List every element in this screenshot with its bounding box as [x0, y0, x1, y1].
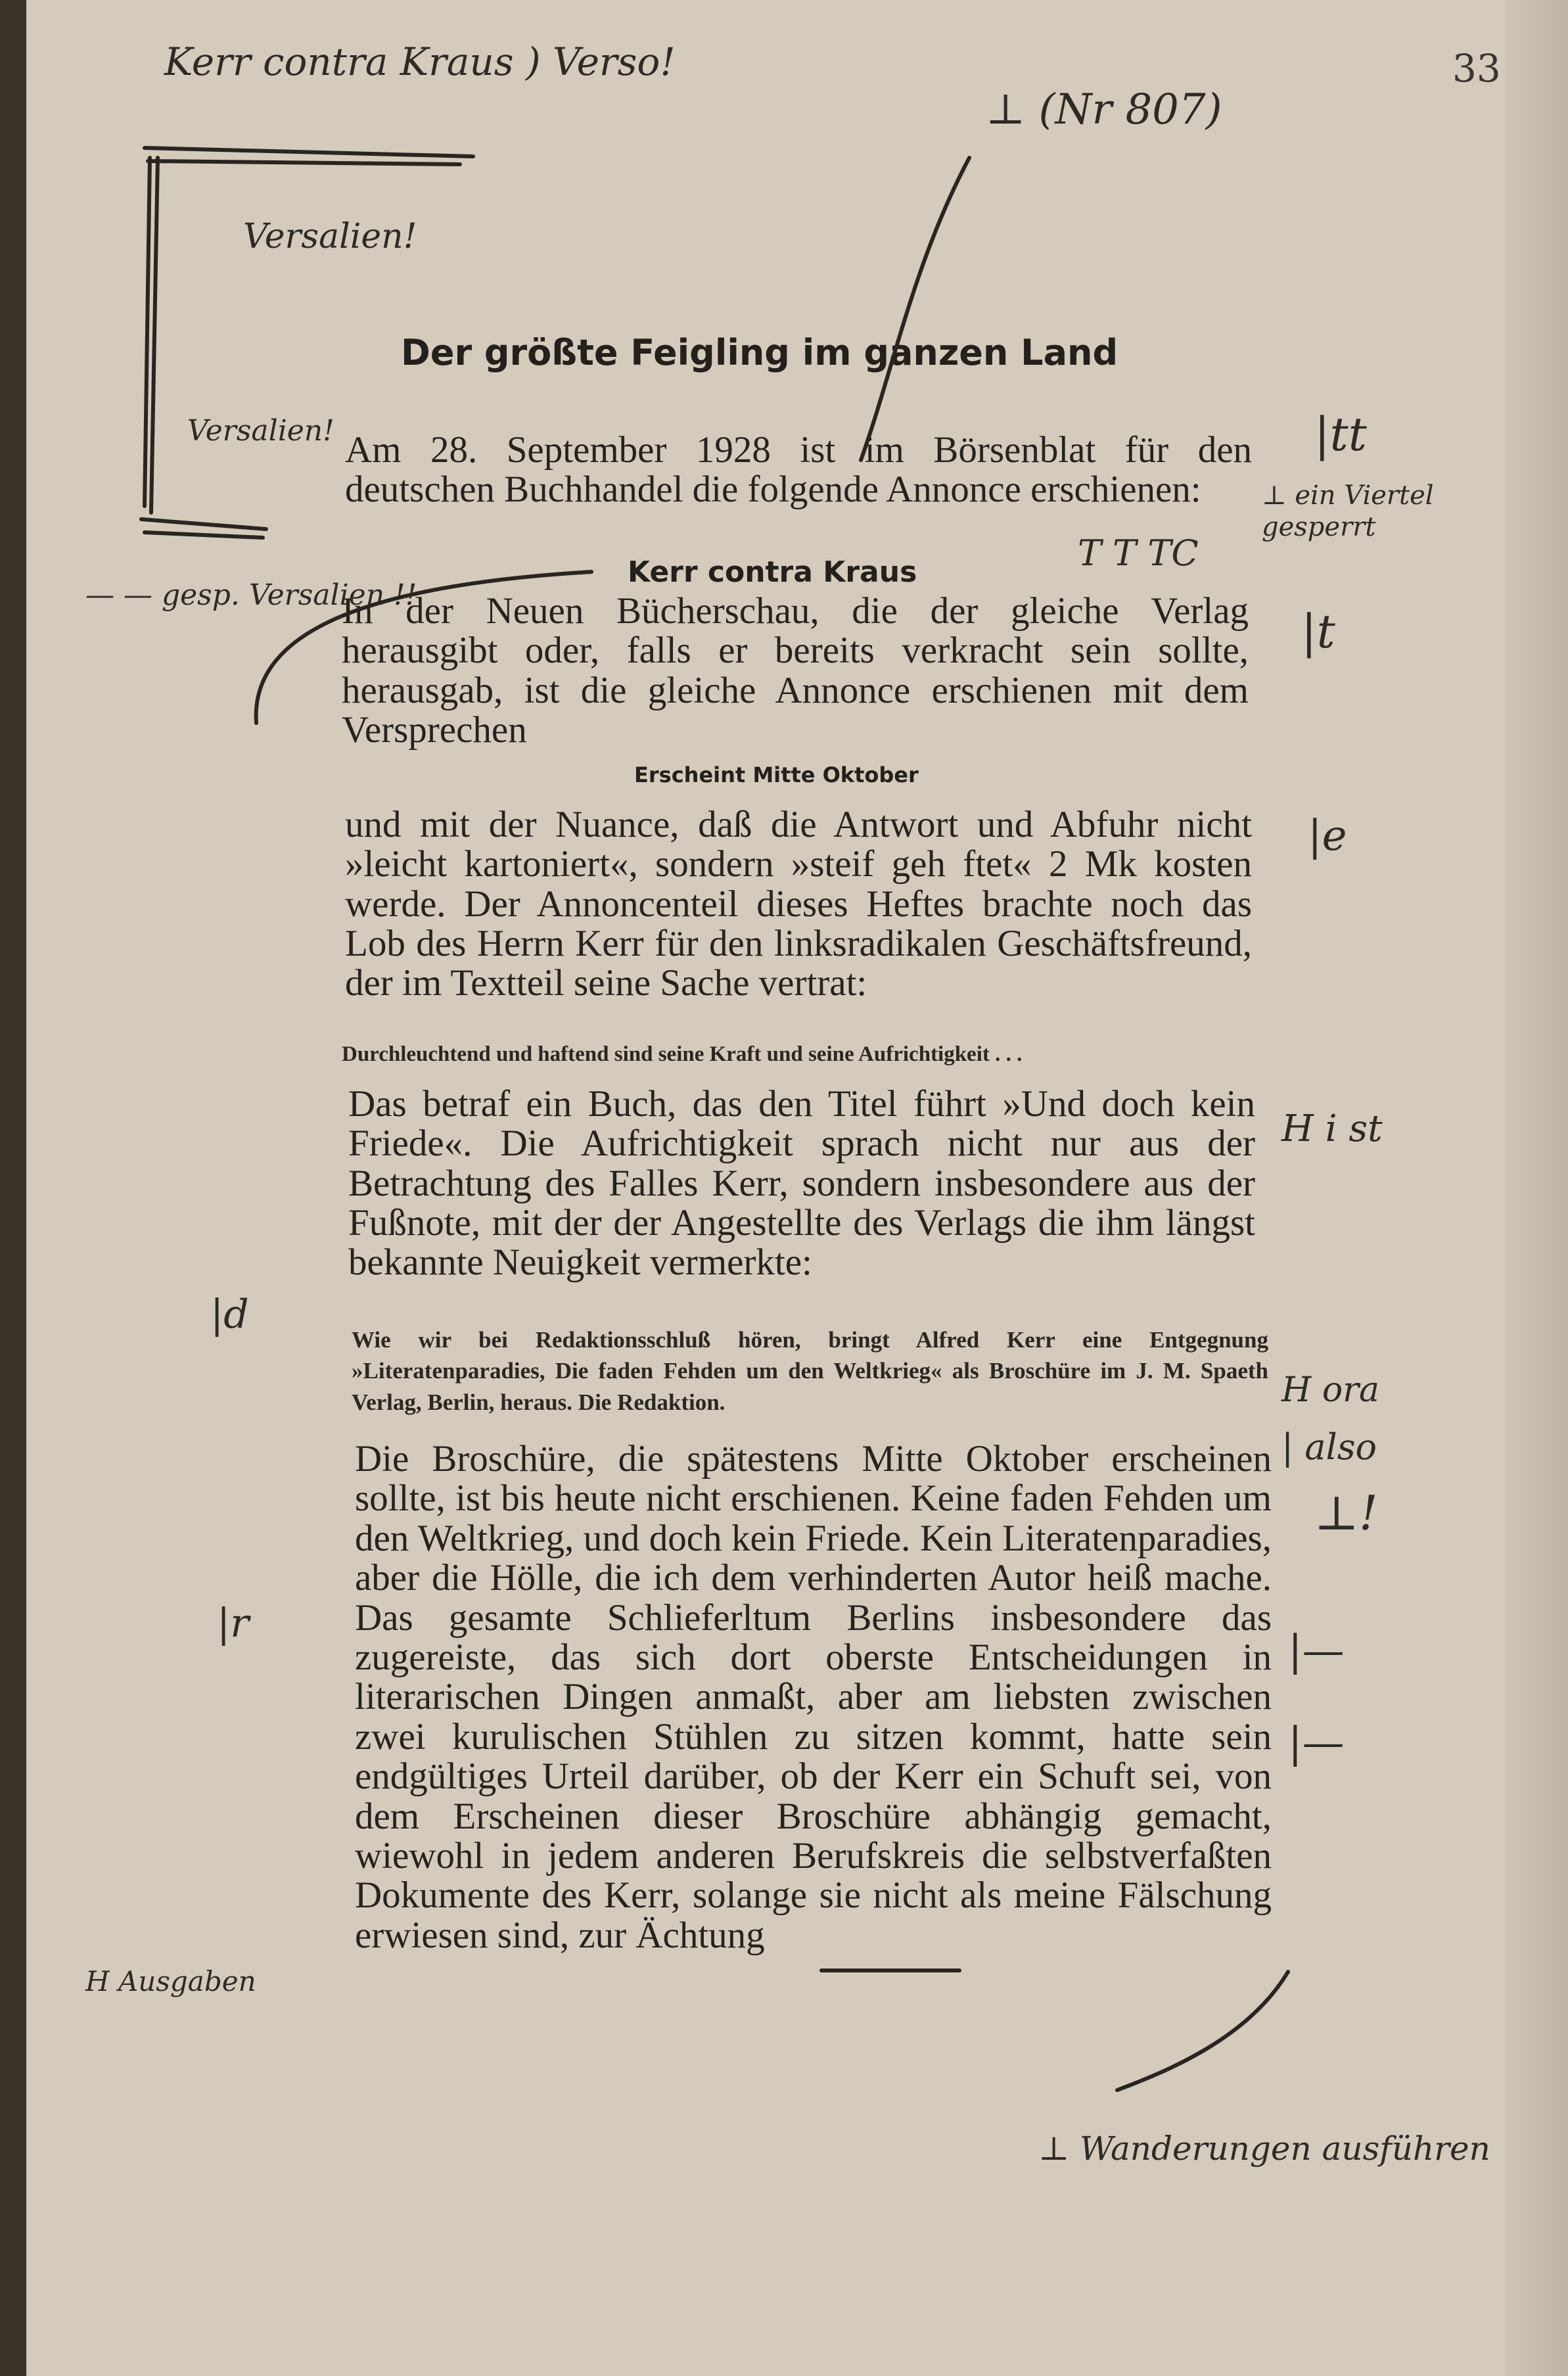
- paragraph-3: und mit der Nuance, daß die Antwort und Abfuhr nicht »leicht kartoniert«, sondern »steif geh ftet« 2 Mk kosten werde. Der Annoncenteil dieses Heftes brachte noch das Lob des Herrn Kerr für den linksradikalen Geschäftsfreund, der im Textteil seine Sache vertrat:: [345, 804, 1252, 1004]
- bracket-top: [145, 148, 473, 164]
- handwriting-top-right: ⊥ (Nr 807): [986, 85, 1222, 134]
- bracket-bottom: [141, 519, 266, 538]
- paragraph-1: Am 28. September 1928 ist im Börsenblat für den deutschen Buchhandel die folgende Annonce erschienen:: [345, 429, 1252, 511]
- article-title: Der größte Feigling im ganzen Land: [401, 332, 1118, 373]
- handwriting-right-10: |—: [1288, 1627, 1345, 1675]
- handwriting-left-1: Versalien!: [243, 217, 417, 256]
- handwriting-right-9: ⊥!: [1314, 1485, 1378, 1541]
- handwriting-right-1: ⊥ ein Viertel gesperrt: [1262, 480, 1434, 542]
- handwriting-left-4: |d: [210, 1292, 249, 1338]
- handwriting-right-2: T T TC: [1078, 532, 1199, 574]
- notice-mitte-oktober: Erscheint Mitte Oktober: [634, 762, 919, 787]
- paragraph-2: In der Neuen Bücherschau, die der gleiche Verlag herausgibt oder, falls er bereits verkracht sein sollte, herausgab, ist die gleiche Annonce erschienen mit dem Versprechen: [342, 590, 1249, 751]
- handwriting-right-11: |—: [1288, 1719, 1345, 1767]
- quote-2: Wie wir bei Redaktionsschluß hören, bringt Alfred Kerr eine Entgegnung »Literatenparadies, Die faden Fehden um den Weltkrieg« als Broschüre im J. M. Spaeth Verlag, Berlin, heraus. Die Redaktion.: [352, 1327, 1268, 1415]
- handwriting-right-6: H i st: [1281, 1107, 1383, 1150]
- handwriting-right-5: |e: [1308, 812, 1347, 860]
- handwriting-left-2: Versalien!: [187, 414, 334, 448]
- headline-kerr-contra-kraus: Kerr contra Kraus: [628, 555, 917, 589]
- handwriting-left-5: |r: [217, 1600, 249, 1646]
- quote-1: Durchleuchtend und haftend sind seine Kraft und seine Aufrichtigkeit . . .: [342, 1042, 1023, 1066]
- handwriting-left-3: — — gesp. Versalien !!: [85, 578, 417, 612]
- long-stroke-top: [861, 158, 969, 460]
- handwriting-right-4: |t: [1301, 605, 1335, 659]
- bracket-left: [145, 158, 158, 513]
- arc-left: [256, 572, 591, 723]
- handwriting-bottom: ⊥ Wanderungen ausführen: [1038, 2130, 1490, 2168]
- handwriting-left-6: H Ausgaben: [85, 1965, 256, 1997]
- bottom-arc: [1117, 1972, 1288, 2090]
- handwriting-right-3: |tt: [1314, 408, 1367, 461]
- paragraph-5: Die Broschüre, die spätestens Mitte Oktober erscheinen sollte, ist bis heute nicht erschienen. Keine faden Fehden um den Weltkrieg, und doch kein Friede. Kein Literatenparadies, aber die Hölle, die ich dem verhinderten Autor heiß mache. Das gesamte Schlieferltum Berlins insbesondere das zugereiste, das sich dort oberste Entscheidungen in literarischen Dingen anmaßt, aber am liebsten zwischen zwei kurulischen Stühlen zu sitzen kommt, hatte sein endgültiges Urteil darüber, ob der Kerr ein Schuft sei, von dem Erscheinen dieser Broschüre abhängig gemacht, wiewohl in jedem anderen Berufskreis die selbstverfaßten Dokumente des Kerr, solange sie nicht als meine Fälschung erwiesen sind, zur Ächtung: [355, 1438, 1272, 1956]
- handwriting-right-8: | also: [1281, 1426, 1377, 1468]
- paragraph-4: Das betraf ein Buch, das den Titel führt »Und doch kein Friede«. Die Aufrichtigkeit sprach nicht nur aus der Betrachtung des Falles Kerr, sondern insbesondere aus der Fußnote, mit der der Angestellte des Verlags die ihm längst bekannte Neuigkeit vermerkte:: [348, 1083, 1255, 1284]
- handwriting-right-7: H ora: [1281, 1370, 1380, 1410]
- page-number: 33: [1452, 46, 1501, 91]
- handwriting-top-left: Kerr contra Kraus ) Verso!: [164, 39, 676, 84]
